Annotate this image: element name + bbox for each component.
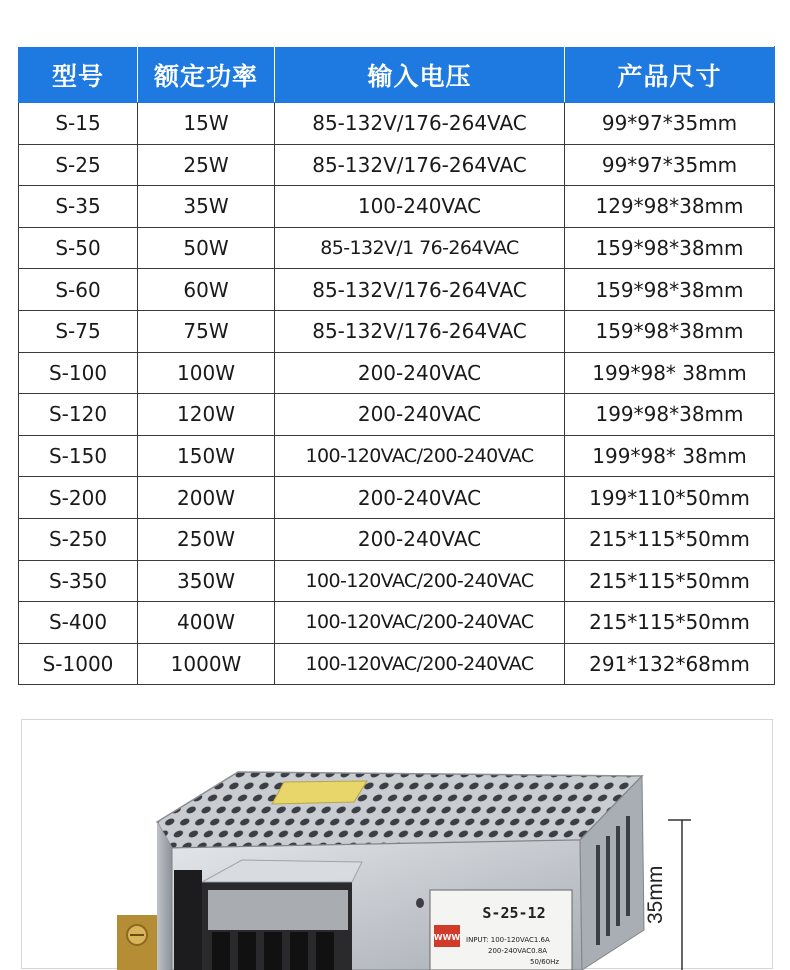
- cell-model: S-250: [19, 518, 138, 560]
- cell-model: S-100: [19, 352, 138, 394]
- cell-rated-power: 25W: [138, 144, 275, 186]
- cell-input-voltage: 85-132V/176-264VAC: [275, 103, 565, 145]
- cell-rated-power: 250W: [138, 518, 275, 560]
- cell-model: S-120: [19, 394, 138, 436]
- product-label: [430, 890, 572, 970]
- frequency-label: 50/60Hz: [530, 958, 560, 966]
- table-row: [19, 186, 775, 228]
- cell-product-size: 199*110*50mm: [565, 477, 775, 519]
- table-row: [19, 394, 775, 436]
- cell-product-size: 129*98*38mm: [565, 186, 775, 228]
- table-row: [19, 227, 775, 269]
- dimension-label: 35mm: [644, 865, 667, 925]
- cell-input-voltage: 85-132V/1 76-264VAC: [275, 227, 565, 269]
- cell-rated-power: 50W: [138, 227, 275, 269]
- table-row: [19, 144, 775, 186]
- cell-input-voltage: 200-240VAC: [275, 352, 565, 394]
- table-row: [19, 352, 775, 394]
- cell-rated-power: 15W: [138, 103, 275, 145]
- model-label: S-25-12: [482, 904, 546, 922]
- spec-table: [18, 46, 775, 685]
- table-row: [19, 643, 775, 685]
- cell-product-size: 291*132*68mm: [565, 643, 775, 685]
- cell-model: S-150: [19, 435, 138, 477]
- table-row: [19, 435, 775, 477]
- cell-product-size: 199*98* 38mm: [565, 435, 775, 477]
- cell-input-voltage: 200-240VAC: [275, 518, 565, 560]
- cell-rated-power: 75W: [138, 310, 275, 352]
- cell-input-voltage: 100-120VAC/200-240VAC: [275, 643, 565, 685]
- cell-model: S-200: [19, 477, 138, 519]
- cell-model: S-15: [19, 103, 138, 145]
- cell-input-voltage: 100-120VAC/200-240VAC: [275, 602, 565, 644]
- cell-input-voltage: 200-240VAC: [275, 477, 565, 519]
- cell-product-size: 159*98*38mm: [565, 310, 775, 352]
- cell-product-size: 215*115*50mm: [565, 602, 775, 644]
- cell-rated-power: 400W: [138, 602, 275, 644]
- product-photo: [21, 719, 773, 969]
- table-row: [19, 477, 775, 519]
- cell-product-size: 199*98* 38mm: [565, 352, 775, 394]
- cell-input-voltage: 100-120VAC/200-240VAC: [275, 560, 565, 602]
- table-row: [19, 103, 775, 145]
- cell-product-size: 99*97*35mm: [565, 144, 775, 186]
- cell-model: S-350: [19, 560, 138, 602]
- input-line-2: 200-240VAC0.8A: [488, 947, 548, 955]
- cell-rated-power: 1000W: [138, 643, 275, 685]
- cell-model: S-50: [19, 227, 138, 269]
- table-body: [19, 103, 775, 685]
- cell-model: S-75: [19, 310, 138, 352]
- table-row: [19, 602, 775, 644]
- header-rated-power: 额定功率: [138, 47, 275, 103]
- table-row: [19, 269, 775, 311]
- cell-model: S-35: [19, 186, 138, 228]
- table-row: [19, 310, 775, 352]
- header-model: 型号: [19, 47, 138, 103]
- cell-input-voltage: 85-132V/176-264VAC: [275, 269, 565, 311]
- cell-rated-power: 150W: [138, 435, 275, 477]
- cell-product-size: 159*98*38mm: [565, 227, 775, 269]
- cell-input-voltage: 85-132V/176-264VAC: [275, 310, 565, 352]
- cell-input-voltage: 100-120VAC/200-240VAC: [275, 435, 565, 477]
- cell-rated-power: 350W: [138, 560, 275, 602]
- cell-model: S-60: [19, 269, 138, 311]
- cell-input-voltage: 100-240VAC: [275, 186, 565, 228]
- cell-rated-power: 120W: [138, 394, 275, 436]
- header-product-size: 产品尺寸: [565, 47, 775, 103]
- table-header-row: [19, 47, 775, 103]
- power-supply-illustration: [22, 720, 774, 970]
- cell-rated-power: 200W: [138, 477, 275, 519]
- cell-model: S-25: [19, 144, 138, 186]
- cell-rated-power: 60W: [138, 269, 275, 311]
- cell-input-voltage: 200-240VAC: [275, 394, 565, 436]
- cell-model: S-1000: [19, 643, 138, 685]
- cell-product-size: 159*98*38mm: [565, 269, 775, 311]
- table-row: [19, 560, 775, 602]
- input-line-1: INPUT: 100-120VAC1.6A: [466, 936, 550, 944]
- cell-product-size: 215*115*50mm: [565, 518, 775, 560]
- cell-rated-power: 100W: [138, 352, 275, 394]
- cell-input-voltage: 85-132V/176-264VAC: [275, 144, 565, 186]
- table-row: [19, 518, 775, 560]
- cell-product-size: 99*97*35mm: [565, 103, 775, 145]
- cell-rated-power: 35W: [138, 186, 275, 228]
- cell-model: S-400: [19, 602, 138, 644]
- header-input-voltage: 输入电压: [275, 47, 565, 103]
- terminal-block: [117, 860, 362, 970]
- cell-product-size: 199*98*38mm: [565, 394, 775, 436]
- brand-mark: WWW: [433, 933, 461, 942]
- cell-product-size: 215*115*50mm: [565, 560, 775, 602]
